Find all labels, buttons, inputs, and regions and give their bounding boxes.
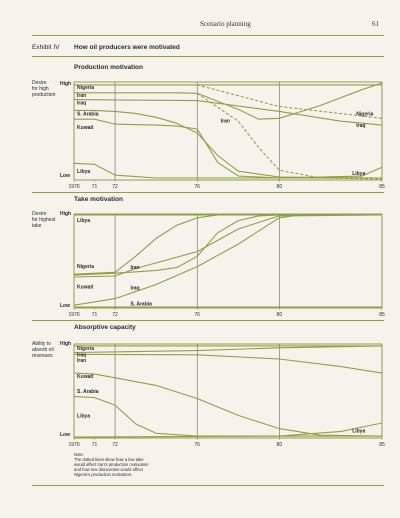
x-tick-label: 1970 — [68, 442, 80, 448]
series-line-kuwait — [74, 373, 382, 436]
series-line-iran-dashed — [197, 93, 382, 179]
series-label-nigeria: Nigeria — [77, 263, 95, 270]
y-low-label: Low — [60, 303, 70, 309]
absorptive-capacity-chart — [0, 332, 400, 450]
y-high-label: High — [60, 211, 72, 217]
x-tick-label: 80 — [276, 312, 283, 318]
series-label-kuwait: Kuwait — [77, 374, 94, 381]
panel-rule — [32, 192, 384, 193]
take-motivation-chart — [0, 202, 400, 320]
bottom-rule — [32, 485, 384, 486]
x-tick-label: 85 — [379, 184, 385, 190]
top-rule — [32, 35, 384, 36]
series-label-iraq: Iraq — [77, 352, 87, 359]
series-label-iraq: Iraq — [356, 123, 366, 130]
x-tick-label: 72 — [112, 312, 118, 318]
production-motivation-chart — [0, 70, 400, 192]
x-tick-label: 1970 — [68, 184, 80, 190]
series-label-iraq: Iraq — [130, 285, 140, 292]
y-axis-label: Desire for highest take — [32, 211, 56, 229]
exhibit-rule — [32, 56, 384, 57]
panel-title: Take motivation — [74, 196, 124, 203]
series-line-s-arabia — [74, 215, 382, 308]
series-label-libya: Libya — [77, 413, 91, 420]
x-tick-label: 85 — [379, 312, 385, 318]
x-tick-label: 80 — [276, 442, 283, 448]
running-head: Scenario planning — [200, 20, 251, 28]
x-tick-label: 76 — [194, 312, 200, 318]
y-high-label: High — [60, 341, 72, 347]
x-tick-label: 1970 — [68, 312, 80, 318]
series-line-iran — [74, 354, 382, 373]
exhibit-title: How oil producers were motivated — [74, 44, 180, 51]
y-low-label: Low — [60, 173, 70, 179]
note: Note: The dotted lines show how a low take would affect Iran's production motivation and how low discoveries would affect Nigeria's production motivation. — [74, 452, 149, 478]
x-tick-label: 72 — [112, 184, 118, 190]
series-label-libya: Libya — [352, 171, 366, 178]
x-tick-label: 72 — [112, 442, 118, 448]
series-label-iran: Iran — [77, 92, 87, 99]
series-label-kuwait: Kuwait — [77, 284, 94, 291]
series-label-nigeria: Nigeria — [356, 111, 374, 118]
series-line-nigeria — [74, 215, 382, 274]
y-axis-label: Ability to absorb oil revenues — [32, 341, 54, 359]
panel-title: Absorptive capacity — [74, 324, 136, 331]
series-line-iran — [74, 215, 382, 275]
series-label-libya: Libya — [77, 217, 91, 224]
y-axis-label: Desire for high production — [32, 80, 56, 98]
series-line-kuwait — [74, 119, 382, 178]
x-tick-label: 71 — [91, 184, 98, 190]
y-low-label: Low — [60, 432, 70, 438]
panel-title: Production motivation — [74, 64, 143, 71]
panel-rule — [32, 320, 384, 321]
series-label-iran: Iran — [130, 264, 140, 271]
series-line-s-arabia — [74, 397, 382, 437]
series-label-iran: Iran — [77, 358, 87, 365]
x-tick-label: 71 — [91, 312, 98, 318]
exhibit-label: Exhibit IV — [32, 44, 60, 51]
series-label-libya: Libya — [352, 428, 366, 435]
series-label-kuwait: Kuwait — [77, 125, 94, 132]
series-label-libya: Libya — [77, 169, 91, 176]
series-label-s-arabia: S. Arabia — [130, 301, 152, 308]
x-tick-label: 76 — [194, 184, 200, 190]
series-label-s-arabia: S. Arabia — [77, 111, 99, 118]
series-line-libya — [74, 163, 382, 178]
series-label-iran: Iran — [220, 118, 230, 125]
y-high-label: High — [60, 81, 72, 87]
x-tick-label: 76 — [194, 442, 200, 448]
series-line-iraq — [74, 346, 382, 353]
x-tick-label: 80 — [276, 184, 283, 190]
series-label-iraq: Iraq — [77, 100, 87, 107]
x-tick-label: 71 — [91, 442, 98, 448]
page-number: 61 — [372, 20, 379, 28]
x-tick-label: 85 — [379, 442, 385, 448]
series-label-s-arabia: S. Arabia — [77, 389, 99, 396]
series-label-nigeria: Nigeria — [77, 84, 95, 91]
series-label-nigeria: Nigeria — [77, 345, 95, 352]
